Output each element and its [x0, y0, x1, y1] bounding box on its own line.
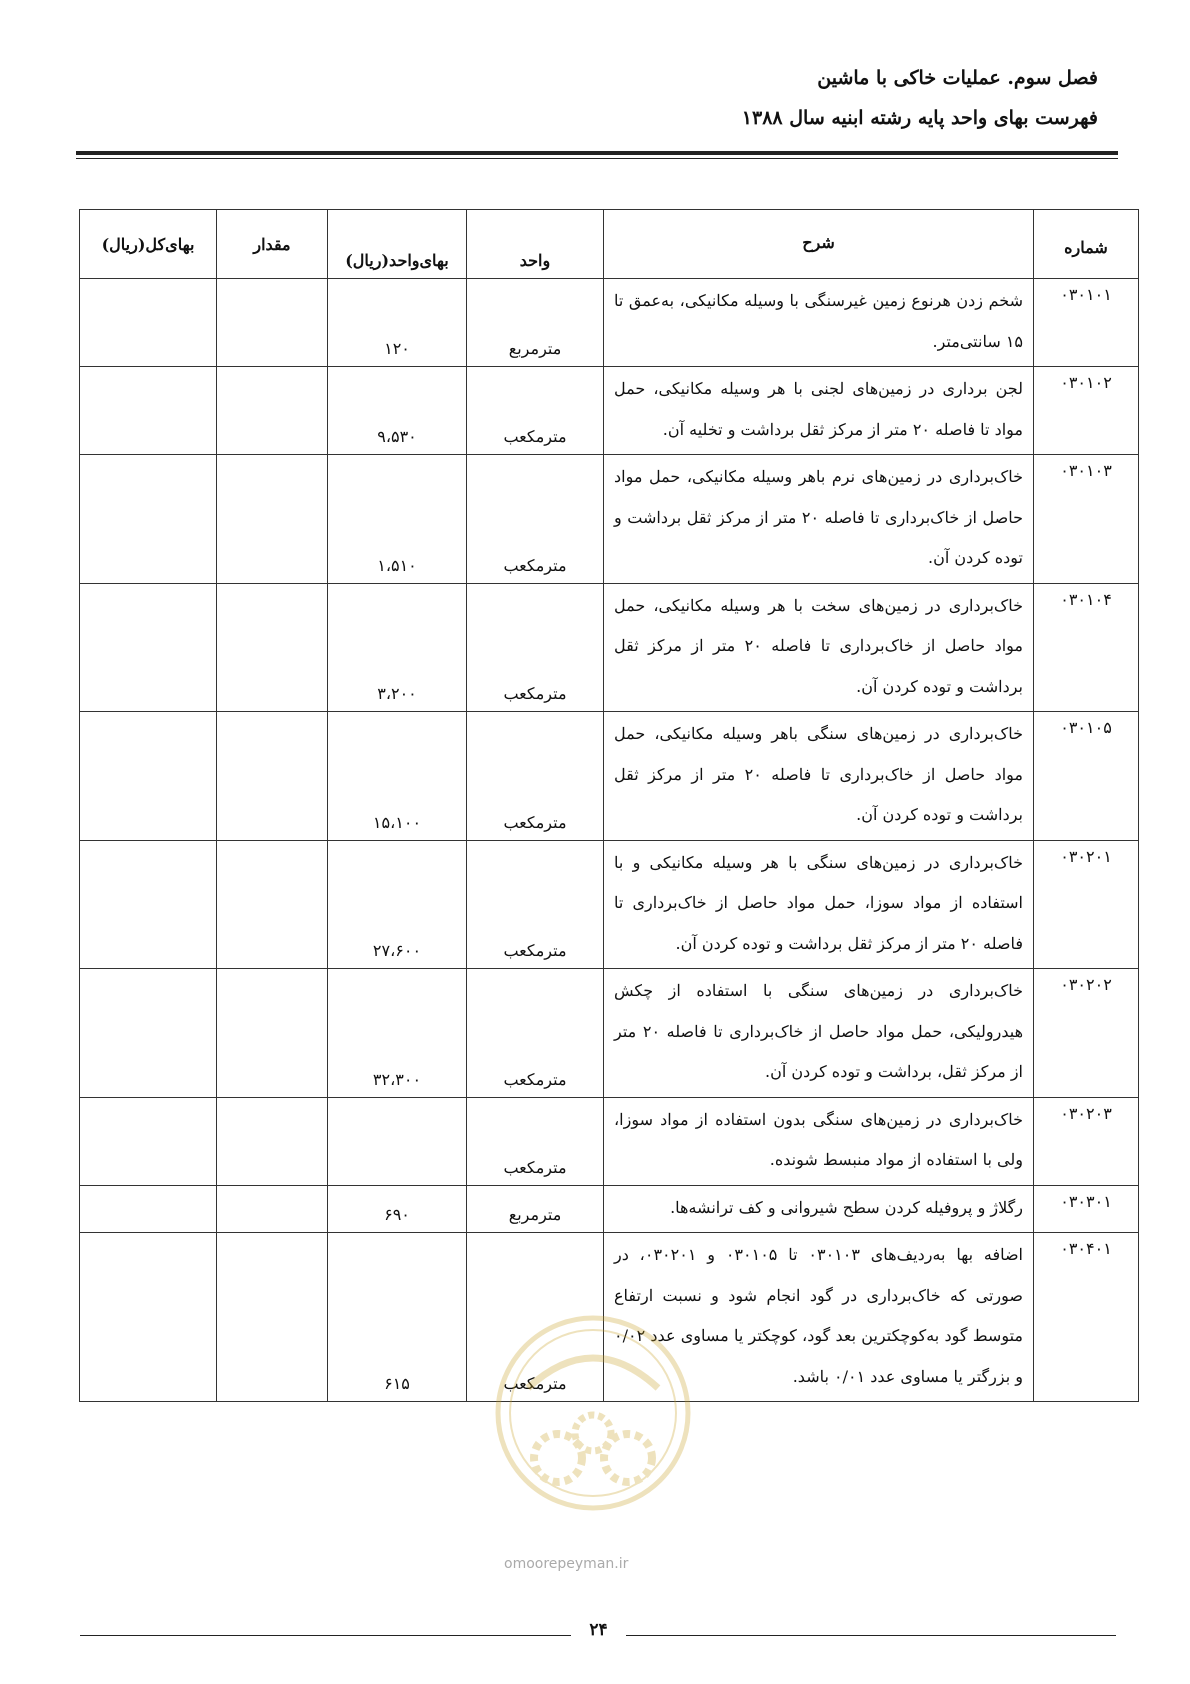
item-unit: مترمربع — [467, 279, 604, 367]
price-table — [79, 209, 1139, 1402]
item-total-price — [80, 840, 217, 969]
item-total-price — [80, 279, 217, 367]
item-quantity — [217, 367, 328, 455]
item-quantity — [217, 1097, 328, 1185]
item-total-price — [80, 712, 217, 841]
column-header-unit: واحد — [467, 210, 604, 279]
item-unit-price: ۳،۲۰۰ — [328, 583, 467, 712]
page-number: ۲۴ — [589, 1620, 608, 1640]
item-unit: مترمکعب — [467, 455, 604, 584]
footer-rule-left — [80, 1635, 571, 1636]
item-unit-price: ۲۷،۶۰۰ — [328, 840, 467, 969]
item-unit-price: ۹،۵۳۰ — [328, 367, 467, 455]
watermark-url: omoorepeyman.ir — [504, 1556, 629, 1572]
item-total-price — [80, 367, 217, 455]
item-quantity — [217, 840, 328, 969]
item-description: لجن برداری در زمین‌های لجنی با هر وسیله مکانیکی، حمل مواد تا فاصله ۲۰ متر از مرکز ثقل برداشت و تخلیه آن. — [604, 367, 1034, 455]
item-code: ۰۳۰۲۰۳ — [1034, 1097, 1139, 1185]
item-description: خاک‌برداری در زمین‌های نرم باهر وسیله مکانیکی، حمل مواد حاصل از خاک‌برداری تا فاصله ۲۰ متر از مرکز ثقل برداشت و توده کردن آن. — [604, 455, 1034, 584]
item-total-price — [80, 455, 217, 584]
footer-rule-right — [626, 1635, 1116, 1636]
item-unit: مترمکعب — [467, 1097, 604, 1185]
item-description: خاک‌برداری در زمین‌های سنگی بدون استفاده از مواد سوزا، ولی با استفاده از مواد منبسط شونده. — [604, 1097, 1034, 1185]
column-header-unit-price: بهای‌واحد(ریال) — [328, 210, 467, 279]
item-unit-price: ۳۲،۳۰۰ — [328, 969, 467, 1098]
table-row — [80, 1233, 1139, 1402]
item-description: رگلاژ و پروفیله کردن سطح شیروانی و کف ترانشه‌ها. — [604, 1185, 1034, 1233]
item-total-price — [80, 1233, 217, 1402]
item-unit-price — [328, 1097, 467, 1185]
item-total-price — [80, 1097, 217, 1185]
header-rule-thin — [76, 158, 1118, 159]
table-row — [80, 583, 1139, 712]
table-row — [80, 969, 1139, 1098]
item-description: اضافه بها به‌ردیف‌های ۰۳۰۱۰۳ تا ۰۳۰۱۰۵ و ۰۳۰۲۰۱، در صورتی که خاک‌برداری در گود انجام شود و نسبت ارتفاع متوسط گود به‌کوچکترین بعد گود، کوچکتر یا مساوی عدد ۰/۰۲ و بزرگتر یا مساوی عدد ۰/۰۱ باشد. — [604, 1233, 1034, 1402]
item-code: ۰۳۰۲۰۱ — [1034, 840, 1139, 969]
table-row — [80, 279, 1139, 367]
item-quantity — [217, 279, 328, 367]
item-description: خاک‌برداری در زمین‌های سنگی باهر وسیله مکانیکی، حمل مواد حاصل از خاک‌برداری تا فاصله ۲۰ متر از مرکز ثقل برداشت و توده کردن آن. — [604, 712, 1034, 841]
item-unit-price: ۶۱۵ — [328, 1233, 467, 1402]
table-row — [80, 1097, 1139, 1185]
table-row — [80, 840, 1139, 969]
item-code: ۰۳۰۱۰۳ — [1034, 455, 1139, 584]
table-row — [80, 367, 1139, 455]
header-rule-thick — [76, 151, 1118, 155]
item-quantity — [217, 1185, 328, 1233]
item-code: ۰۳۰۱۰۱ — [1034, 279, 1139, 367]
item-total-price — [80, 969, 217, 1098]
item-unit-price: ۱،۵۱۰ — [328, 455, 467, 584]
price-list-title: فهرست بهای واحد پایه رشته ابنیه سال ۱۳۸۸ — [741, 107, 1098, 129]
item-unit: مترمکعب — [467, 969, 604, 1098]
item-unit: مترمکعب — [467, 583, 604, 712]
column-header-description: شرح — [604, 210, 1034, 279]
chapter-title: فصل سوم. عملیات خاکی با ماشین — [817, 67, 1098, 89]
item-quantity — [217, 969, 328, 1098]
item-unit: مترمکعب — [467, 1233, 604, 1402]
item-unit-price: ۱۲۰ — [328, 279, 467, 367]
table-row — [80, 1185, 1139, 1233]
item-unit: مترمکعب — [467, 367, 604, 455]
item-quantity — [217, 583, 328, 712]
column-header-total-price: بهای‌کل(ریال) — [80, 210, 217, 279]
item-unit: مترمکعب — [467, 712, 604, 841]
column-header-code: شماره — [1034, 210, 1139, 279]
table-row — [80, 712, 1139, 841]
item-code: ۰۳۰۳۰۱ — [1034, 1185, 1139, 1233]
item-quantity — [217, 1233, 328, 1402]
item-code: ۰۳۰۱۰۲ — [1034, 367, 1139, 455]
item-code: ۰۳۰۱۰۴ — [1034, 583, 1139, 712]
item-unit: مترمکعب — [467, 840, 604, 969]
item-code: ۰۳۰۴۰۱ — [1034, 1233, 1139, 1402]
table-header-row — [80, 210, 1139, 279]
item-unit-price: ۱۵،۱۰۰ — [328, 712, 467, 841]
item-code: ۰۳۰۱۰۵ — [1034, 712, 1139, 841]
item-quantity — [217, 455, 328, 584]
page-header — [742, 58, 1098, 138]
item-description: خاک‌برداری در زمین‌های سخت با هر وسیله مکانیکی، حمل مواد حاصل از خاک‌برداری تا فاصله ۲۰ متر از مرکز ثقل برداشت و توده کردن آن. — [604, 583, 1034, 712]
item-total-price — [80, 583, 217, 712]
item-quantity — [217, 712, 328, 841]
item-description: خاک‌برداری در زمین‌های سنگی با هر وسیله مکانیکی و با استفاده از مواد سوزا، حمل مواد حاصل از خاک‌برداری تا فاصله ۲۰ متر از مرکز ثقل برداشت و توده کردن آن. — [604, 840, 1034, 969]
table-body — [80, 279, 1139, 1402]
item-description: شخم زدن هرنوع زمین غیرسنگی با وسیله مکانیکی، به‌عمق تا ۱۵ سانتی‌متر. — [604, 279, 1034, 367]
item-description: خاک‌برداری در زمین‌های سنگی با استفاده از چکش هیدرولیکی، حمل مواد حاصل از خاک‌برداری تا فاصله ۲۰ متر از مرکز ثقل، برداشت و توده کردن آن. — [604, 969, 1034, 1098]
item-unit-price: ۶۹۰ — [328, 1185, 467, 1233]
item-code: ۰۳۰۲۰۲ — [1034, 969, 1139, 1098]
item-unit: مترمربع — [467, 1185, 604, 1233]
item-total-price — [80, 1185, 217, 1233]
table-row — [80, 455, 1139, 584]
column-header-quantity: مقدار — [217, 210, 328, 279]
